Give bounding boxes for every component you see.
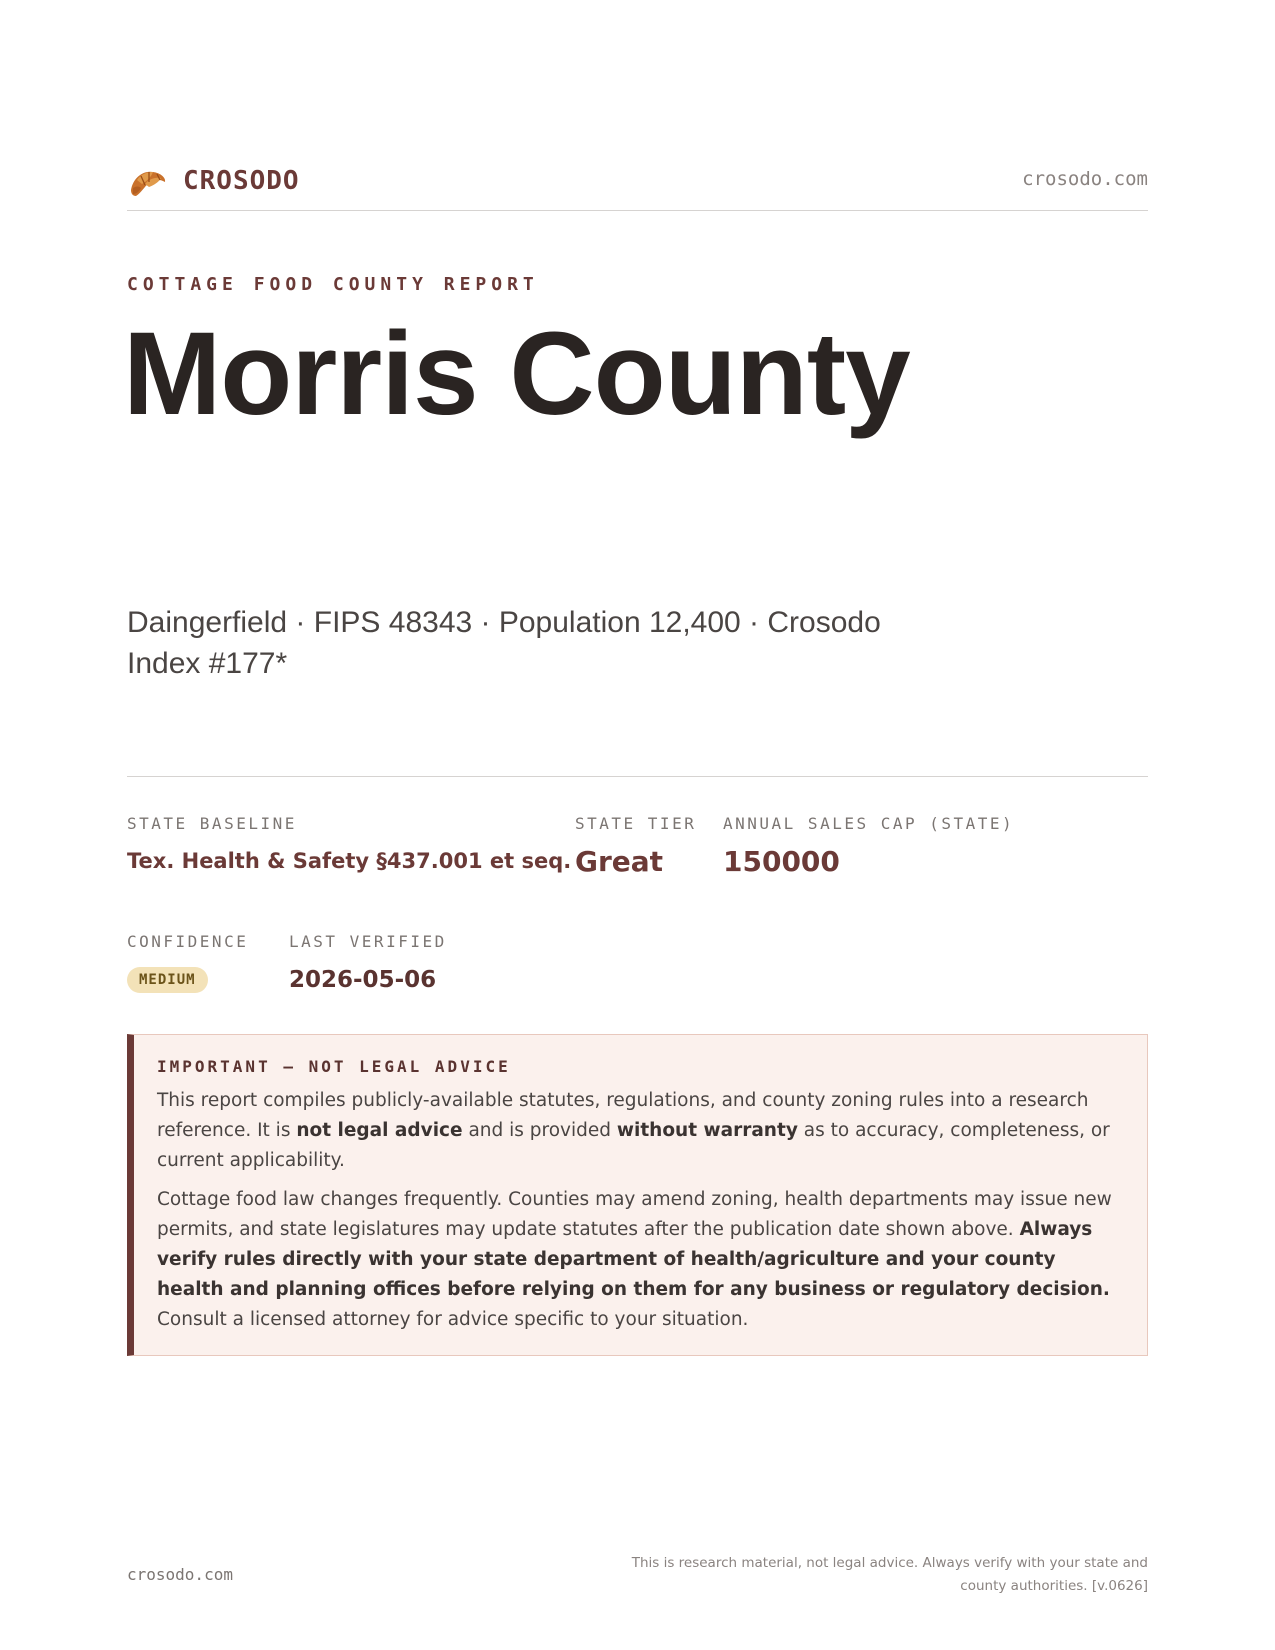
legal-notice [127,1034,1148,1356]
confidence-badge: MEDIUM [127,967,208,993]
field-label: LAST VERIFIED [289,932,447,951]
field-confidence [127,932,248,993]
footer-disclaimer: This is research material, not legal advice. Always verify with your state and county authorities. [v.0626] [631,1555,1148,1594]
notice-title: IMPORTANT — NOT LEGAL ADVICE [157,1057,511,1076]
report-subtitle: Daingerfield · FIPS 48343 · Population 12,400 · Crosodo Index #177* [127,606,881,680]
field-state-tier [575,814,696,878]
notice-emphasis: without warranty [616,1120,798,1141]
notice-emphasis: not legal advice [296,1120,463,1141]
field-label: CONFIDENCE [127,932,249,951]
notice-text: and is provided [462,1120,617,1141]
field-label: STATE BASELINE [127,814,297,833]
field-last-verified [289,932,447,993]
header-site-url[interactable]: crosodo.com [1022,168,1148,190]
field-value: 2026-05-06 [289,967,437,993]
brand-name: CROSODO [183,166,300,196]
notice-paragraph-2 [157,1185,1125,1335]
notice-text: This report compiles publicly-available statutes, regulations, and county zoning rules into a research reference. It is [157,1090,1089,1141]
field-state-baseline [127,814,571,873]
notice-paragraph-1 [157,1086,1125,1176]
notice-text: Cottage food law changes frequently. Counties may amend zoning, health departments may issue new permits, and state legislatures may update statutes after the publication date shown above. [157,1189,1112,1240]
report-page [123,0,1148,1650]
report-eyebrow: COTTAGE FOOD COUNTY REPORT [127,274,539,295]
field-label: ANNUAL SALES CAP (STATE) [723,814,1015,833]
page-title: Morris County [123,308,910,440]
notice-text: as to accuracy, completeness, or current applicability. [157,1120,1110,1171]
page-header [127,158,1148,211]
brand [127,160,300,202]
field-value: Great [575,845,664,878]
field-label: STATE TIER [575,814,697,833]
notice-text: Consult a licensed attorney for advice specific to your situation. [157,1309,749,1330]
croissant-icon [127,160,169,202]
field-annual-sales-cap [723,814,1014,878]
notice-emphasis: Always verify rules directly with your state department of health/agriculture and your county health and planning offices before relying on them for any business or regulatory decision. [157,1219,1110,1300]
footer-site-url[interactable]: crosodo.com [127,1565,233,1584]
section-divider [127,776,1148,777]
field-value: 150000 [723,845,840,878]
field-value: Tex. Health & Safety §437.001 et seq. [127,849,572,873]
